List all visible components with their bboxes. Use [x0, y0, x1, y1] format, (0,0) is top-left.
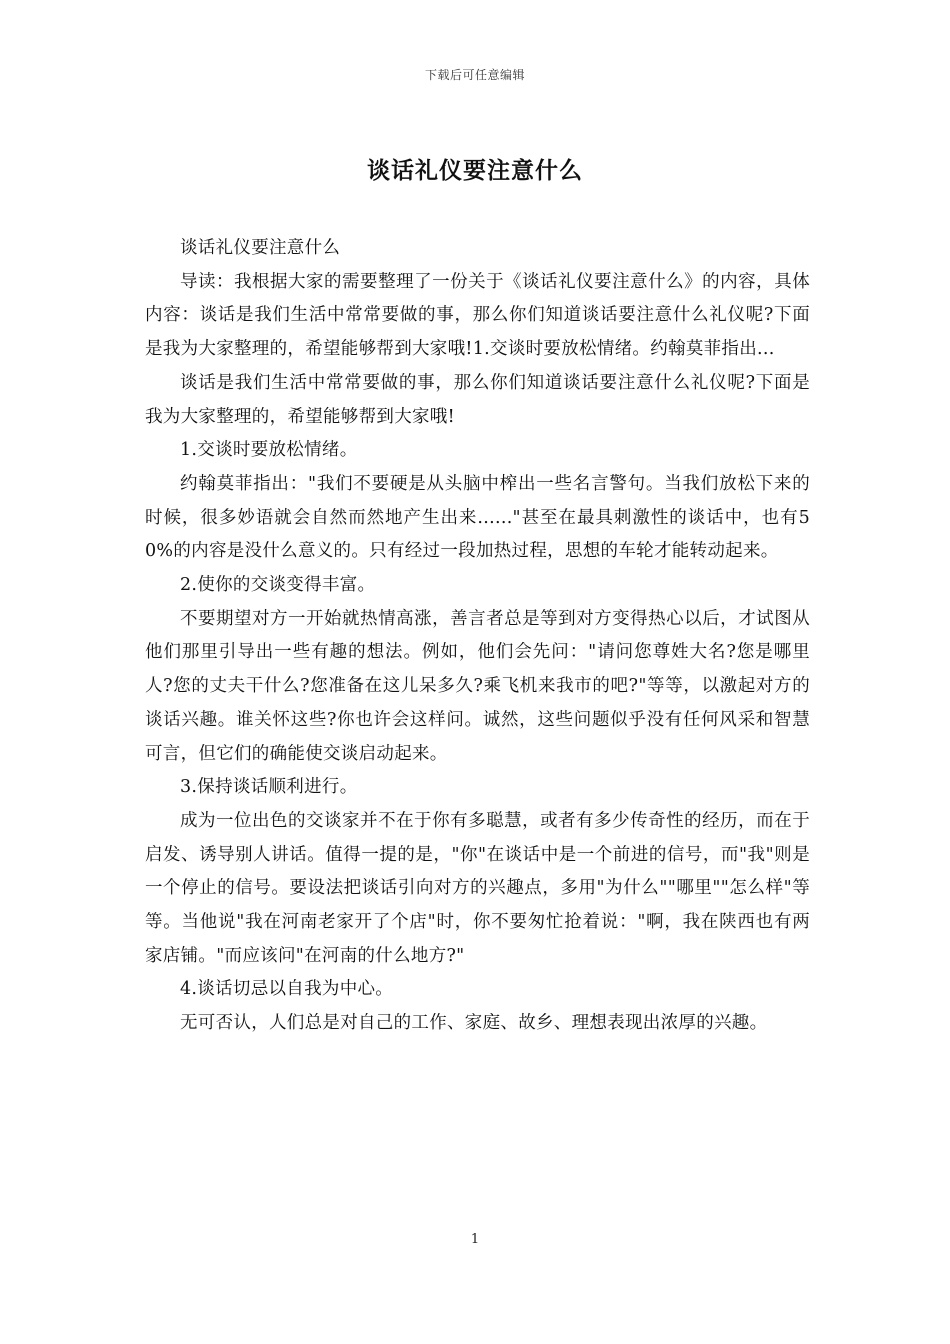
page-number: 1: [470, 1232, 480, 1247]
document-body: [145, 232, 810, 1041]
section-heading-3: 3.保持谈话顺利进行。: [180, 777, 358, 798]
paragraph-intro: 导读：我根据大家的需要整理了一份关于《谈话礼仪要注意什么》的内容，具体内容：谈话是我们生活中常常要做的事，那么你们知道谈话要注意什么礼仪呢?下面是我为大家整理的，希望能够帮到大家哦!1.交谈时要放松情绪。约翰莫菲指出...: [145, 271, 810, 360]
section-heading-1: 1.交谈时要放松情绪。: [180, 440, 358, 461]
paragraph-section-1: 约翰莫菲指出："我们不要硬是从头脑中榨出一些名言警句。当我们放松下来的时候，很多妙语就会自然而然地产生出来......"甚至在最具刺激性的谈话中，也有50%的内容是没什么意义的。只有经过一段加热过程，思想的车轮才能转动起来。: [145, 473, 810, 562]
paragraph-subtitle: 谈话礼仪要注意什么: [180, 238, 341, 258]
header-note: 下载后可任意编辑: [424, 68, 525, 82]
document-title: 谈话礼仪要注意什么: [367, 157, 583, 184]
section-heading-2: 2.使你的交谈变得丰富。: [180, 575, 376, 596]
paragraph-opening: 谈话是我们生活中常常要做的事，那么你们知道谈话要注意什么礼仪呢?下面是我为大家整理的，希望能够帮到大家哦!: [145, 372, 810, 427]
paragraph-section-4: 无可否认，人们总是对自己的工作、家庭、故乡、理想表现出浓厚的兴趣。: [180, 1013, 768, 1034]
section-heading-4: 4.谈话切忌以自我为中心。: [180, 979, 394, 1000]
paragraph-section-2: 不要期望对方一开始就热情高涨，善言者总是等到对方变得热心以后，才试图从他们那里引导出一些有趣的想法。例如，他们会先问："请问您尊姓大名?您是哪里人?您的丈夫干什么?您准备在这儿呆多久?乘飞机来我市的吧?"等等，以激起对方的谈话兴趣。谁关怀这些?你也许会这样问。诚然，这些问题似乎没有任何风采和智慧可言，但它们的确能使交谈启动起来。: [145, 608, 810, 764]
paragraph-section-3: 成为一位出色的交谈家并不在于你有多聪慧，或者有多少传奇性的经历，而在于启发、诱导别人讲话。值得一提的是，"你"在谈话中是一个前进的信号，而"我"则是一个停止的信号。要设法把谈话引向对方的兴趣点，多用"为什么""哪里""怎么样"等等。当他说"我在河南老家开了个店"时，你不要匆忙抢着说："啊，我在陕西也有两家店铺。"而应该问"在河南的什么地方?": [145, 810, 810, 966]
